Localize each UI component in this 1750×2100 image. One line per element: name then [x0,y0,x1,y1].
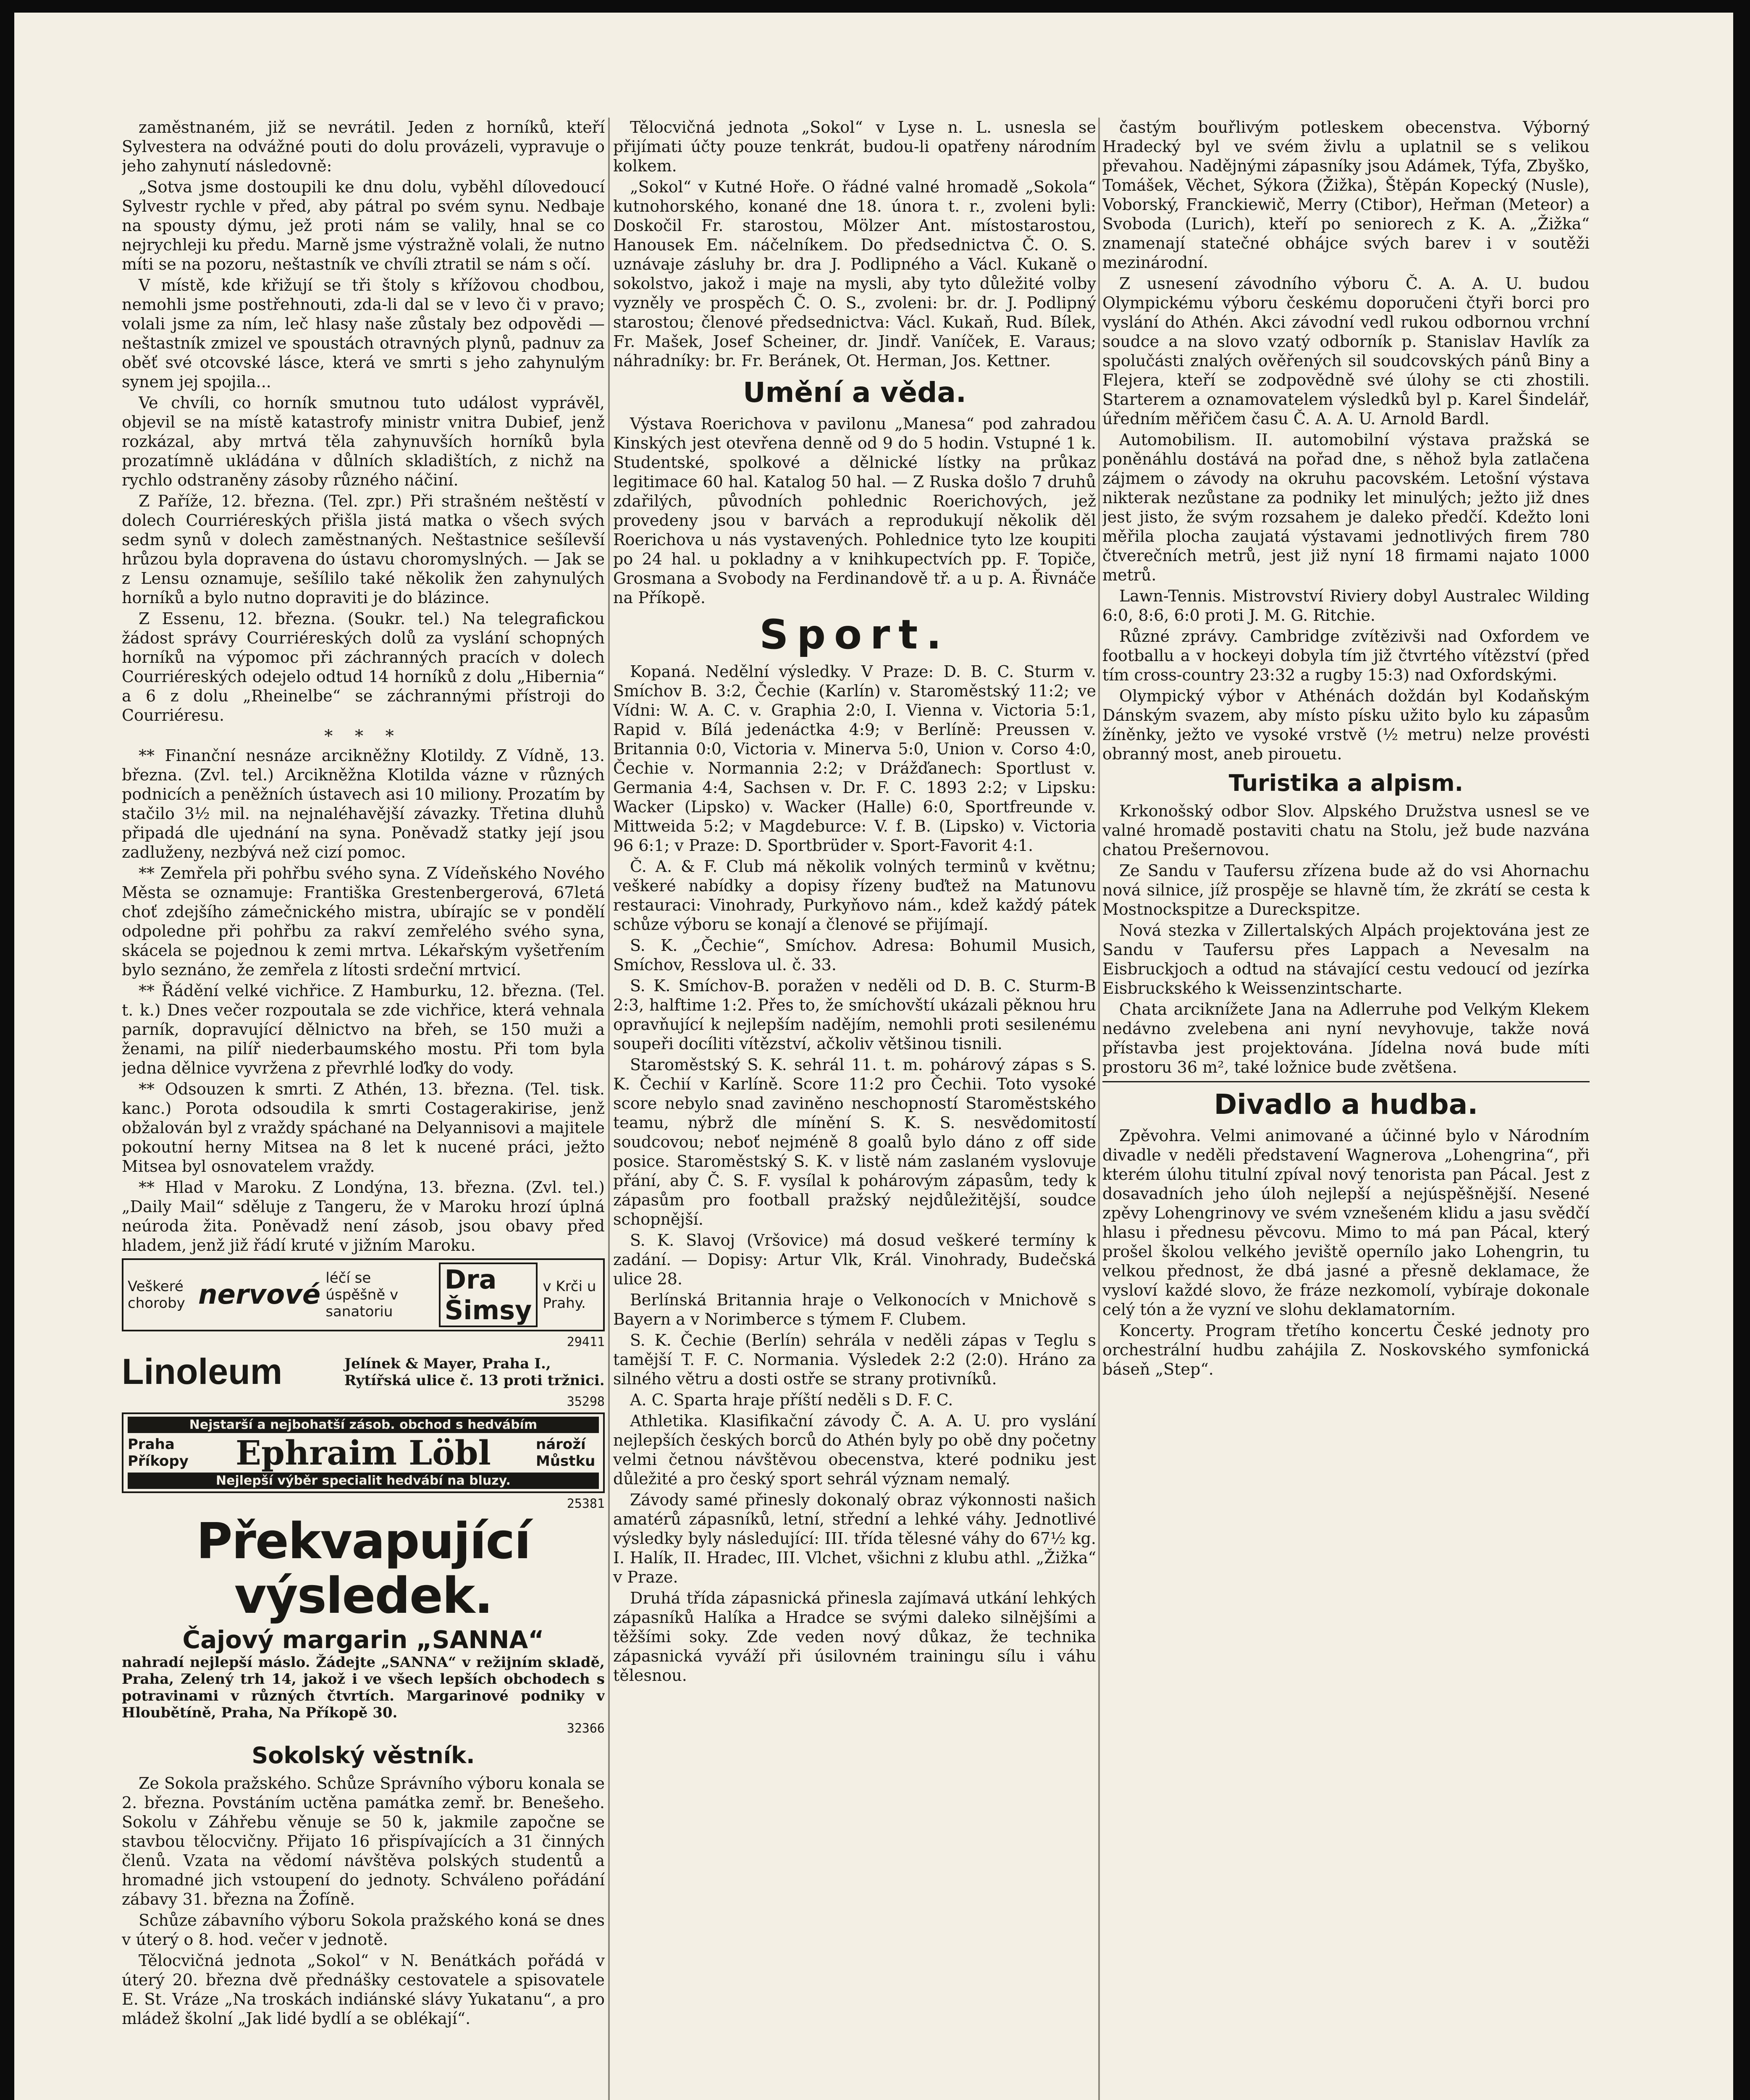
news-item: Výstava Roerichova v pavilonu „Manesa“ pod zahradou Kinských jest otevřena denně od 9 do 5 hodin. Vstupné 1 k. Studentské, spolkové a dělnické lístky na průkaz legitimace 60 hal. Katalog 50 hal. — Z Ruska došlo 7 druhů zdařilých, původních pohlednic Roerichových, jež provedeny jsou v barvách a reprodukují několik děl Roerichova u nás vystavených. Pohlednice tyto lze koupiti po 24 hal. u pokladny a v knihkupectvích pp. F. Topiče, Grosmana a Svobody na Ferdinandově tř. a u p. A. Řivnáče na Příkopě. [613,415,1096,607]
article-paragraph: Z Paříže, 12. března. (Tel. zpr.) Při strašném neštěstí v dolech Courriéreských přišla jistá matka o všech svých sedm synů v dolech zaměstnaných. Neštastnice sešílevší hrůzou byla dopravena do ústavu choromyslných. — Jak se z Lensu oznamuje, sešílilo také několik žen zahynulých horníků a bylo nutno dopraviti je do blázince. [122,492,605,607]
ad-text: Nejstarší a nejbohatší zásob. obchod s hedvábím [128,1417,599,1433]
news-item: Olympický výbor v Athénách doždán byl Kodaňským Dánským svazem, aby místo písku užito bylo ku zápasům žíněnky, ježto ve vysoké vrstvě (½ metru) nelze provésti obranný most, aneb pirouetu. [1102,687,1590,763]
news-item: ** Řádění velké vichřice. Z Hamburku, 12. března. (Tel. t. k.) Dnes večer rozpoutala se zde vichřice, která vehnala parník, dopravující dělnictvo na břeh, se 150 muži a ženami, na pilíř niederbaumského mostu. Při tom byla jedna dělnice vyvržena z převrhlé loďky do vody. [122,982,605,1077]
ad-text: Ephraim Löbl [236,1433,491,1473]
news-item: Závody samé přinesly dokonalý obraz výkonnosti našich amatérů zápasníků, letní, střední a lehké váhy. Jednotlivé výsledky byly následující: III. třída tělesné váhy do 67½ kg. I. Halík, II. Hradec, III. Vlchet, všichni z klubu athl. „Žižka“ v Praze. [613,1491,1096,1586]
news-item: Tělocvičná jednota „Sokol“ v Lyse n. L. usnesla se přijímati účty pouze tenkrát, budou-li opatřeny národním kolkem. [613,118,1096,175]
divider [1102,1081,1590,1082]
news-item: „Sokol“ v Kutné Hoře. O řádné valné hromadě „Sokola“ kutnohorského, konané dne 18. února t. r., zvoleni byli: Doskočil Fr. starostou, Mölzer Ant. místostarostou, Hanousek Em. náčelníkem. Do předsednictva Č. O. S. uznávaje zásluhy br. dra J. Podlipného a Václ. Kukaně o sokolstvo, jakož i maje na mysli, aby tyto důležité volby vyzněly ve prospěch Č. O. S., zvoleni: br. dr. J. Podlipný starostou; členové předsednictva: Václ. Kukaň, Rud. Bílek, Fr. Mašek, Josef Scheiner, dr. Jindř. Vaníček, E. Varaus; náhradníky: br. Fr. Beránek, Ot. Herman, Jos. Kettner. [613,178,1096,370]
column-3 [1102,118,1590,2100]
news-item: S. K. Slavoj (Vršovice) má dosud veškeré termíny k zadání. — Dopisy: Artur Vlk, Král. Vinohrady, Budečská ulice 28. [613,1231,1096,1288]
section-heading-turistika: Turistika a alpism. [1228,770,1464,796]
news-item: Krkonošský odbor Slov. Alpského Družstva usnesl se ve valné hromadě postaviti chatu na Stolu, jež bude nazvána chatou Prešernovou. [1102,802,1590,859]
news-item: Chata arciknížete Jana na Adlerruhe pod Velkým Klekem nedávno zvelebena ani nyní nevyhovuje, takže nová přístavba jest projektována. Jídelna nová bude míti prostoru 36 m², také ložnice bude zvětšena. [1102,1000,1590,1076]
section-heading-umeni: Umění a věda. [743,376,966,409]
ad-number: 25381 [567,1496,605,1511]
article-paragraph: V místě, kde křižují se tři štoly s křížovou chodbou, nemohli jsme postřehnouti, zda-li dal se v levo či v pravo; volali jsme za ním, leč hlasy naše zůstaly bez odpovědi — neštastník zmizel ve spoustách otravných plynů, padnuv za oběť své otcovské lásce, která ve smrti s jeho zahynulým synem jej spojila... [122,276,605,391]
column-rule-2 [1098,118,1100,2100]
separator-stars: * * * [324,727,402,746]
column-1 [122,118,605,2100]
ad-text: Nejlepší výběr specialit hedvábí na bluzy. [128,1473,599,1489]
advertisement-linoleum [122,1351,605,1393]
news-item: Automobilism. II. automobilní výstava pražská se poněnáhlu dostává na pořad dne, s něhož byla zatlačena zájmem o závody na okruhu pacovském. Letošní výstava nikterak nezůstane za podniky let minulých; ježto již dnes jest jisto, že svým rozsahem je daleko předčí. Kdežto loni měřila plocha zaujatá výstavami jednotlivých firem 780 čtverečních metrů, jest již nyní 18 firmami najato 1000 metrů. [1102,430,1590,584]
column-rule-1 [608,118,610,2100]
ad-number: 35298 [567,1394,605,1409]
advertisement-sanna [122,1514,605,1736]
ad-text: Veškeré choroby [128,1278,185,1312]
article-paragraph: Ve chvíli, co horník smutnou tuto událost vyprávěl, objevil se na místě katastrofy ministr vnitra Dubief, jenž rozkázal, aby mrtvá těla zahynuvších horníků byla prozatímně ukládána v důlních skladištích, z nichž na rychlo odstraněny zásoby různého náčiní. [122,394,605,489]
news-item: Koncerty. Program třetího koncertu České jednoty pro orchestrální hudbu zahájila Z. Noskovského symfonická báseň „Step“. [1102,1321,1590,1378]
article-paragraph: Z Essenu, 12. března. (Soukr. tel.) Na telegrafickou žádost správy Courriéreských dolů za vyslání schopných horníků na výpomoc při záchranných pracích v dolech Courriéreských odejelo odtud 14 horníků z dolu „Hibernia“ a 6 z dolu „Rheinelbe“ se záchrannými přístroji do Courriéresu. [122,609,605,724]
advertisement-lobl [122,1412,605,1493]
ad-text: Jelínek & Mayer, Praha I., Rytířská ulice č. 13 proti tržnici. [344,1355,605,1389]
section-heading-divadlo: Divadlo a hudba. [1214,1088,1478,1121]
ad-text: Praha Příkopy [128,1436,189,1470]
news-item: Zpěvohra. Velmi animované a účinné bylo v Národním divadle v neděli představení Wagnerova „Lohengrina“, při kterém úlohu titulní zpíval nový tenorista pan Pácal. Jest z dosavadních jeho úloh nejlepší a nejúspěšnější. Nesené zpěvy Lohengrinovy ve svém vznešeném klidu a jasu svědčí hlasu i přednesu pěvcovu. Mimo to má pan Pácal, který prošel školou velkého jeviště opernílo jako Lohengrin, tu velkou přednost, že dbá jasné a přesně deklamace, že vysloví každé slovo, že fráze nezkomolí, vybíraje dokonale celý tón a že vyzní ve slohu deklamatorním. [1102,1126,1590,1319]
ad-heading: Překvapující výsledek. [196,1512,530,1625]
ad-text: nahradí nejlepší máslo. Žádejte „SANNA“ v režijním skladě, Praha, Zelený trh 14, jakož i ve všech lepších obchodech s potravinami v různých čtvrtích. Margarinové podniky v Hloubětíně, Praha, Na Příkopě 30. [122,1654,605,1721]
ad-number: 29411 [567,1335,605,1349]
news-item: Athletika. Klasifikační závody Č. A. A. U. pro vyslání nejlepších českých borců do Athén byly po obě dny početny velmi četnou návštěvou obecenstva, které podniku jest důležité a pro český sport sehrál význam nemalý. [613,1412,1096,1488]
section-heading-sport: Sport. [759,611,950,658]
sokol-item: Tělocvičná jednota „Sokol“ v N. Benátkách pořádá v úterý 20. března dvě přednášky cestovatele a spisovatele E. St. Vráze „Na troskách indiánské slávy Yukatanu“, a pro mládež školní „Jak lidé bydlí a se oblékají“. [122,1951,605,2028]
news-item: ** Hlad v Maroku. Z Londýna, 13. března. (Zvl. tel.) „Daily Mail“ sděluje z Tangeru, že v Maroku hrozí úplná neúroda žita. Poněvadž není zásob, jsou obavy před hladem, jenž již řádí kruté v jižním Maroku. [122,1178,605,1255]
ad-text: nervové [198,1279,321,1310]
advertisement-nervove [122,1258,605,1331]
ad-text: Linoleum [122,1352,283,1392]
news-item: A. C. Sparta hraje příští neděli s D. F. C. [630,1391,953,1409]
news-item: Ze Sandu v Taufersu zřízena bude až do vsi Ahornachu nová silnice, jíž prospěje se hlavně tím, že zkrátí se cesta k Mostnockspitze a Dureckspitze. [1102,861,1590,919]
ad-subheading: Čajový margarin „SANNA“ [182,1625,544,1654]
scan-border-right [1733,0,1750,2100]
news-item: Druhá třída zápasnická přinesla zajímavá utkání lehkých zápasníků Halíka a Hradce se svými daleko silnějšími a těžšími soky. Zde veden nový důkaz, že technika zápasnická vyváží při úsilovném trainingu sílu i váhu tělesnou. [613,1589,1096,1685]
ad-text: v Krči u Prahy. [543,1278,596,1312]
column-2 [613,118,1096,2100]
news-item: ** Odsouzen k smrti. Z Athén, 13. března. (Tel. tisk. kanc.) Porota odsoudila k smrti Costagerakirise, jenž obžalován byl z vraždy spáchané na Delyannisovi a majitele pokoutní herny Mitsea na 8 let k nucené práci, ježto Mitsea byl osnovatelem vraždy. [122,1080,605,1176]
news-item: ** Finanční nesnáze arcikněžny Klotildy. Z Vídně, 13. března. (Zvl. tel.) Arcikněžna Klotilda vázne v různých podnicích a peněžních ústavech asi 10 miliony. Prozatím by stačilo 3½ mil. na nejnaléhavější závazky. Třetina dluhů připadá dle ujednání na syna. Poněvadž statky její jsou zadluženy, nezbývá než cizí pomoc. [122,746,605,861]
news-item: častým bouřlivým potleskem obecenstva. Výborný Hradecký byl ve svém živlu a uplatnil se s velikou převahou. Nadějnými zápasníky jsou Adámek, Týfa, Zbyško, Tomášek, Věchet, Sýkora (Žižka), Štěpán Kopecký (Nusle), Voborský, Franckiewič, Merry (Ctibor), Heřman (Meteor) a Svoboda (Lurich), kteří po seniorech z K. A. „Žižka“ znamenají statečné obhájce svých barev i v soutěži mezinárodní. [1102,118,1590,272]
news-item: Různé zprávy. Cambridge zvítězivši nad Oxfordem ve footballu a v hockeyi dobyla tím již čtvrtého vítězství (před tím cross-country 23:32 a rugby 15:3) nad Oxfordskými. [1102,627,1590,684]
sokol-item: Ze Sokola pražského. Schůze Správního výboru konala se 2. března. Povstáním uctěna památka zemř. br. Benešeho. Sokolu v Záhřebu věnuje se 50 k, jakmile započne se stavbou tělocvičny. Přijato 16 přispívajících a 31 činných členů. Vzata na vědomí návštěva polských studentů a hromadné jich vstoupení do jednoty. Schváleno pořádání zábavy 31. března na Žofíně. [122,1774,605,1908]
ad-text: Dra Šimsy [439,1263,538,1327]
scan-border-top [0,0,1750,13]
news-item: Nová stezka v Zillertalských Alpách projektována jest ze Sandu v Taufersu přes Lappach a Nevesalm na Eisbruckjoch a odtud na stávající cestu vedoucí od jezírka Eisbruckského k Weissenzintscharte. [1102,921,1590,998]
news-item: Kopaná. Nedělní výsledky. V Praze: D. B. C. Sturm v. Smíchov B. 3:2, Čechie (Karlín) v. Staroměstský 11:2; ve Vídni: W. A. C. v. Graphia 2:0, I. Vienna v. Victoria 5:1, Rapid v. Bílá jedenáctka 4:9; v Berlíně: Preussen v. Britannia 0:0, Victoria v. Minerva 5:0, Union v. Corso 4:0, Čechie v. Normannia 2:2; v Drážďanech: Sportlust v. Germania 4:4, Sachsen v. Dr. F. C. 1893 2:2; v Lipsku: Wacker (Lipsko) v. Wacker (Halle) 6:0, Sportfreunde v. Mittweida 5:2; v Magdeburce: V. f. B. (Lipsko) v. Victoria 96 6:1; v Praze: D. Sportbrüder v. Sport-Favorit 4:1. [613,662,1096,855]
ad-text: léčí se úspěšně v sanatoriu [325,1270,399,1320]
section-heading-sokolsky: Sokolský věstník. [252,1742,475,1769]
news-item: Staroměstský S. K. sehrál 11. t. m. pohárový zápas s S. K. Čechií v Karlíně. Score 11:2 pro Čechii. Toto vysoké score nebylo snad zaviněno neschopností Staroměstského teamu, nýbrž dle mínění S. K. S. nesvědomitostí soudcovou; neboť nejméně 8 goalů bylo dáno z off side posice. Staroměstský S. K. v listě nám zaslaném vyslovuje přání, aby Č. S. F. vysílal k pohárovým zápasům, tedy k zápasům pro football pražský nejdůležitější, soudce schopnější. [613,1055,1096,1228]
news-item: ** Zemřela při pohřbu svého syna. Z Vídeňského Nového Města se oznamuje: Františka Grestenbergerová, 67letá choť zdejšího zámečnického mistra, ubírajíc se v pondělí odpoledne při pohřbu za rakví zemřelého svého syna, skácela se pojednou k zemi mrtva. Lékařským vyšetřením bylo seznáno, že zemřela z lítosti srdeční mrtvicí. [122,864,605,979]
news-item: S. K. „Čechie“, Smíchov. Adresa: Bohumil Musich, Smíchov, Resslova ul. č. 33. [613,936,1096,974]
scan-border-left [0,0,14,2100]
article-paragraph: „Sotva jsme dostoupili ke dnu dolu, vyběhl dílovedoucí Sylvestr rychle v před, aby pátral po svém synu. Nedbaje na spousty dýmu, jež proti nám se valily, hnal se co nejrychleji ku předu. Marně jsme výstražně volali, že nutno míti se na pozoru, neštastník ve chvíli ztratil se nám s očí. [122,178,605,273]
news-item: Č. A. & F. Club má několik volných terminů v květnu; veškeré nabídky a dopisy řízeny buďtež na Matunovu restauraci: Vinohrady, Purkyňovo nám., kdež každý pátek schůze výboru se konají a členové se přijímají. [613,857,1096,934]
ad-number: 32366 [567,1721,605,1736]
news-item: S. K. Smíchov-B. poražen v neděli od D. B. C. Sturm-B 2:3, halftime 1:2. Přes to, že smíchovští ukázali pěknou hru opravňující k nejlepším nadějím, nemohli proti sesilenému soupeři docíliti vítězství, ačkoliv většinou tisnili. [613,976,1096,1053]
news-item: Z usnesení závodního výboru Č. A. A. U. budou Olympickému výboru českému doporučeni čtyři borci pro vyslání do Athén. Akci závodní vedl rukou odbornou vrchní soudce a na slovo vzatý odborník p. Stanislav Havlík za spolučásti znalých ověřených sil soudcovských pánů Biny a Flejera, kteří se zodpovědně své úlohy se cti zhostili. Starterem a oznamovatelem výsledků byl p. Karel Šindelář, úředním měřičem času Č. A. A. U. Arnold Bardl. [1102,274,1590,428]
news-item: Lawn-Tennis. Mistrovství Riviery dobyl Australec Wilding 6:0, 8:6, 6:0 proti J. M. G. Ritchie. [1102,587,1590,625]
article-paragraph: zaměstnaném, již se nevrátil. Jeden z horníků, kteří Sylvestera na odvážné pouti do dolu provázeli, vypravuje o jeho zahynutí následovně: [122,118,605,175]
ad-text: nároží Můstku [535,1436,596,1470]
sokol-item: Schůze zábavního výboru Sokola pražského koná se dnes v úterý o 8. hod. večer v jednotě. [122,1911,605,1949]
news-item: Berlínská Britannia hraje o Velkonocích v Mnichově s Bayern a v Norimberce s týmem F. Clubem. [613,1291,1096,1328]
news-item: S. K. Čechie (Berlín) sehrála v neděli zápas v Teglu s tamější T. F. C. Normania. Výsledek 2:2 (2:0). Hráno za silného větru a dosti ostře se strany protivníků. [613,1331,1096,1388]
